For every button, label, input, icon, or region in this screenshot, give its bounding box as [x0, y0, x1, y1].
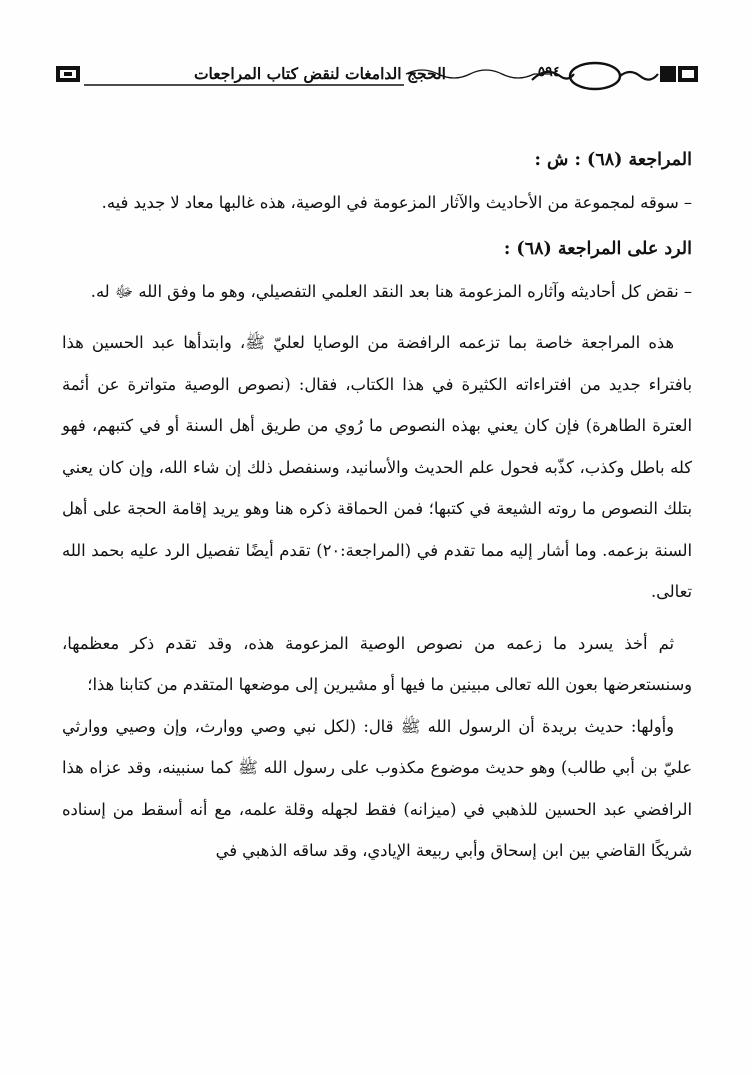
paragraph: هذه المراجعة خاصة بما تزعمه الرافضة من الوصايا لعليّ ﷺ، وابتدأها عبد الحسين هذا بافتراء جديد من افتراءاته الكثيرة في هذا الكتاب، فقال: (نصوص الوصية متواترة عن أئمة العترة الطاهرة) فإن كان يعني بهذه النصوص ما رُوي من طريق أهل السنة أو في كتبهم، فهو كله باطل وكذب، كذّبه فحول علم الحديث والأسانيد، وسنفصل ذلك إن شاء الله، وإن كان يعني بتلك النصوص ما روته الشيعة في كتبها؛ فمن الحماقة ذكره هنا وهو يريد إقامة الحجة على أهل السنة بزعمه. وما أشار إليه مما تقدم في (المراجعة:٢٠) تقدم أيضًا تفصيل الرد عليه بحمد الله تعالى. [62, 333, 692, 601]
page-header [54, 52, 700, 98]
section-heading: المراجعة (٦٨) : ش : [534, 150, 692, 170]
section-heading: الرد على المراجعة (٦٨) : [503, 239, 692, 259]
paragraph: – نقض كل أحاديثه وآثاره المزعومة هنا بعد النقد العلمي التفصيلي، وهو ما وفق الله ﷻ له. [90, 281, 692, 301]
page-body [62, 140, 692, 872]
paragraph: وأولها: حديث بريدة أن الرسول الله ﷺ قال: (لكل نبي وصي ووارث، وإن وصيي ووارثي عليّ بن أبي طالب) وهو حديث موضوع مكذوب على رسول الله ﷺ كما سنبينه، وقد عزاه هذا الرافضي عبد الحسين للذهبي في (ميزانه) فقط لجهله وقلة علمه، مع أنه أسقط من إسناده شريكًا القاضي بين ابن إسحاق وأبي ربيعة الإيادي، وقد ساقه الذهبي في [62, 716, 692, 860]
page-number: ٥٩٤ [537, 64, 561, 80]
paragraph: – سوقه لمجموعة من الأحاديث والآثار المزعومة في الوصية، هذه غالبها معاد لا جديد فيه. [101, 192, 692, 212]
running-title: الحجج الدامغات لنقض كتاب المراجعات [193, 64, 446, 83]
paragraph: ثم أخذ يسرد ما زعمه من نصوص الوصية المزعومة هذه، وقد تقدم ذكر معظمها، وسنستعرضها بعون الله تعالى مبينين ما فيها أو مشيرين إلى موضعها المتقدم من كتابنا هذا؛ [62, 633, 692, 694]
